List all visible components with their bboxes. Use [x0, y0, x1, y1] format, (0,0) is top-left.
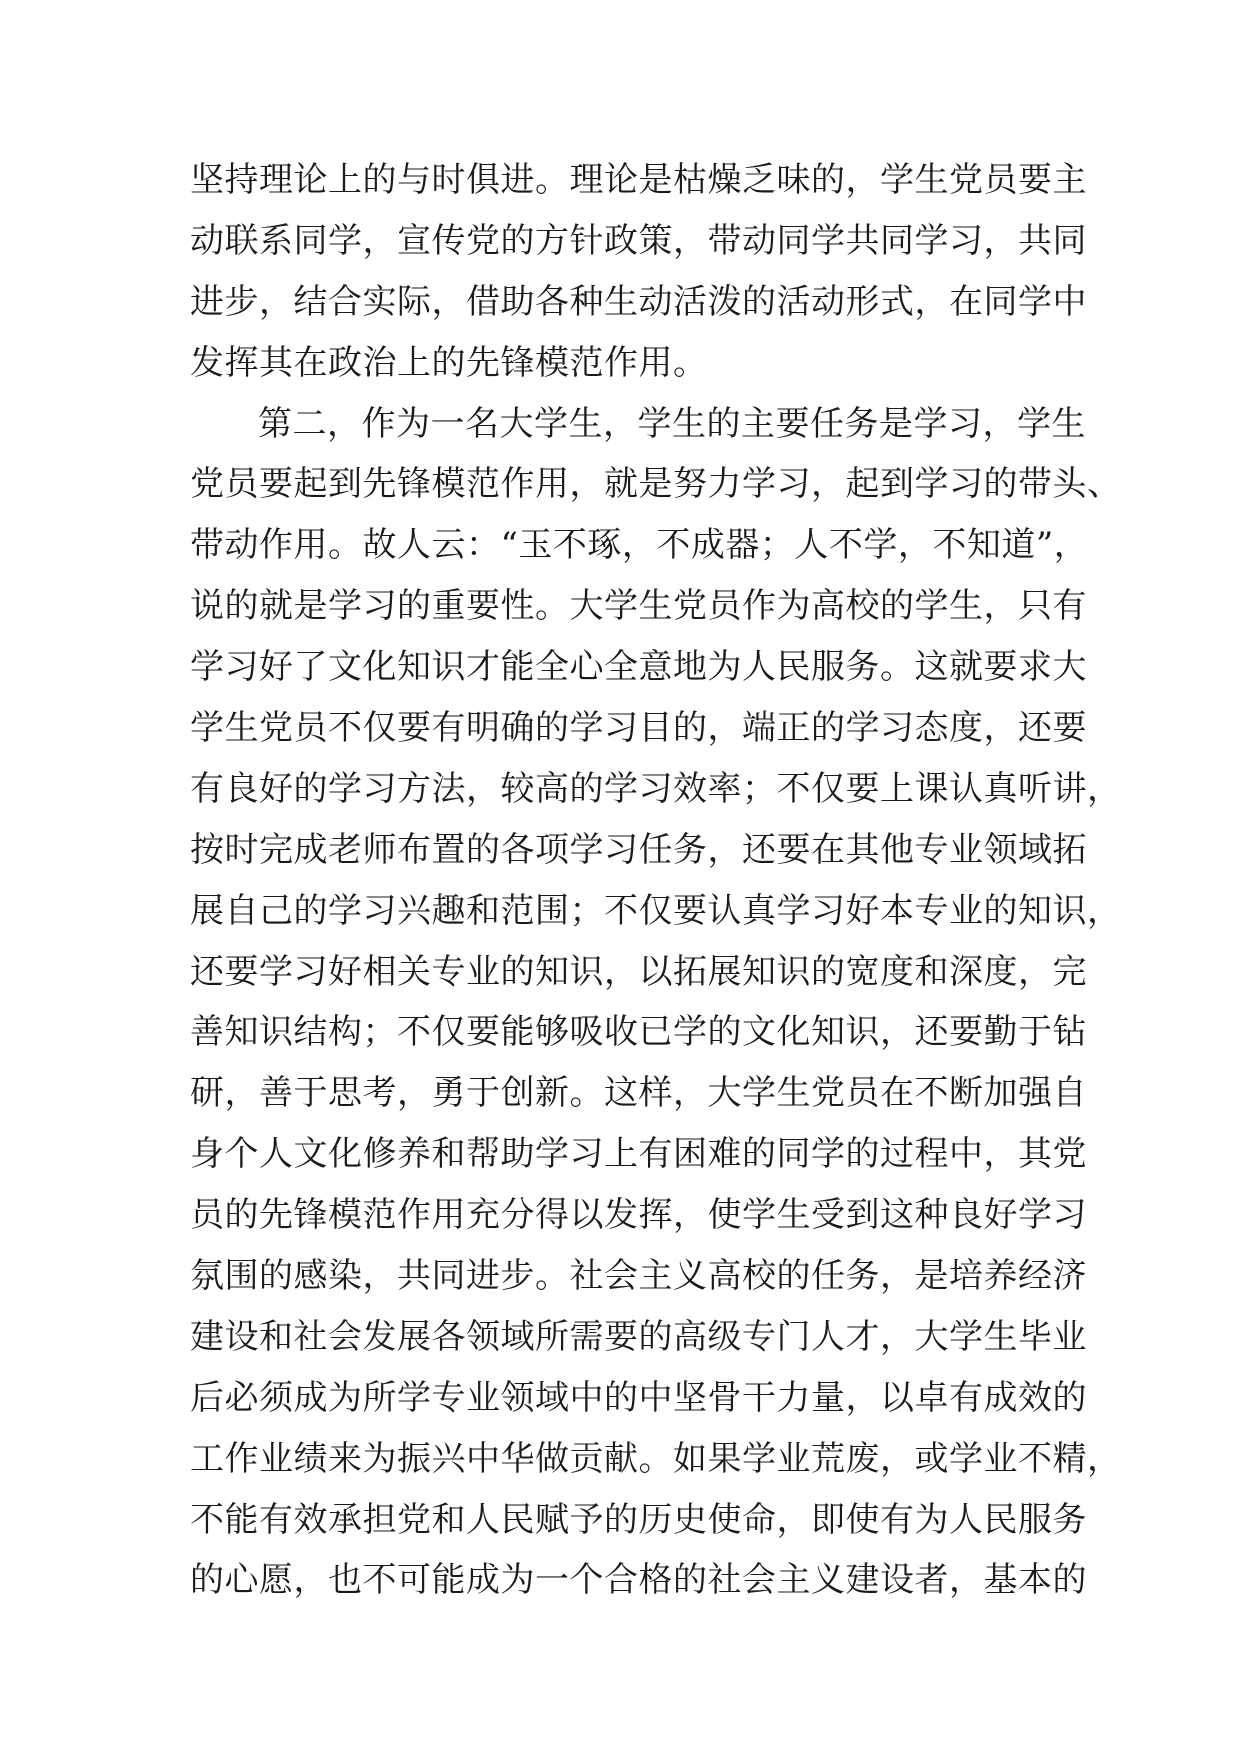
text-line: 党员要起到先锋模范作用，就是努力学习，起到学习的带头、: [190, 464, 1122, 505]
text-line: 建设和社会发展各领域所需要的高级专门人才，大学生毕业: [190, 1316, 1087, 1357]
text-line: 后必须成为所学专业领域中的中坚骨干力量，以卓有成效的: [190, 1377, 1087, 1418]
text-line: 动联系同学，宣传党的方针政策，带动同学共同学习，共同: [190, 220, 1087, 261]
text-line: 进步，结合实际，借助各种生动活泼的活动形式，在同学中: [190, 281, 1087, 322]
text-line: 有良好的学习方法，较高的学习效率；不仅要上课认真听讲，: [190, 768, 1122, 809]
body-text: [190, 150, 1122, 1611]
text-line: 带动作用。故人云：“玉不琢，不成器；人不学，不知道”，: [190, 525, 1089, 566]
text-line: 员的先锋模范作用充分得以发挥，使学生受到这种良好学习: [190, 1195, 1087, 1236]
text-line: 学生党员不仅要有明确的学习目的，端正的学习态度，还要: [190, 708, 1087, 749]
text-line: 研，善于思考，勇于创新。这样，大学生党员在不断加强自: [190, 1073, 1087, 1114]
text-line: 的心愿，也不可能成为一个合格的社会主义建设者，基本的: [190, 1560, 1087, 1601]
text-line: 发挥其在政治上的先锋模范作用。: [190, 342, 708, 383]
text-line: 还要学习好相关专业的知识，以拓展知识的宽度和深度，完: [190, 951, 1087, 992]
paragraph-start-line: 第二，作为一名大学生，学生的主要任务是学习，学生: [258, 403, 1086, 444]
text-line: 身个人文化修养和帮助学习上有困难的同学的过程中，其党: [190, 1134, 1087, 1175]
text-line: 氛围的感染，共同进步。社会主义高校的任务，是培养经济: [190, 1256, 1087, 1297]
text-line: 工作业绩来为振兴中华做贡献。如果学业荒废，或学业不精，: [190, 1438, 1122, 1479]
text-line: 坚持理论上的与时俱进。理论是枯燥乏味的，学生党员要主: [190, 160, 1087, 200]
text-line: 展自己的学习兴趣和范围；不仅要认真学习好本专业的知识，: [190, 890, 1122, 931]
text-line: 按时完成老师布置的各项学习任务，还要在其他专业领域拓: [190, 829, 1087, 870]
text-line: 说的就是学习的重要性。大学生党员作为高校的学生，只有: [190, 586, 1087, 627]
text-line: 善知识结构；不仅要能够吸收已学的文化知识，还要勤于钻: [190, 1012, 1087, 1053]
text-line: 学习好了文化知识才能全心全意地为人民服务。这就要求大: [190, 647, 1087, 688]
text-line: 不能有效承担党和人民赋予的历史使命，即使有为人民服务: [190, 1499, 1087, 1540]
